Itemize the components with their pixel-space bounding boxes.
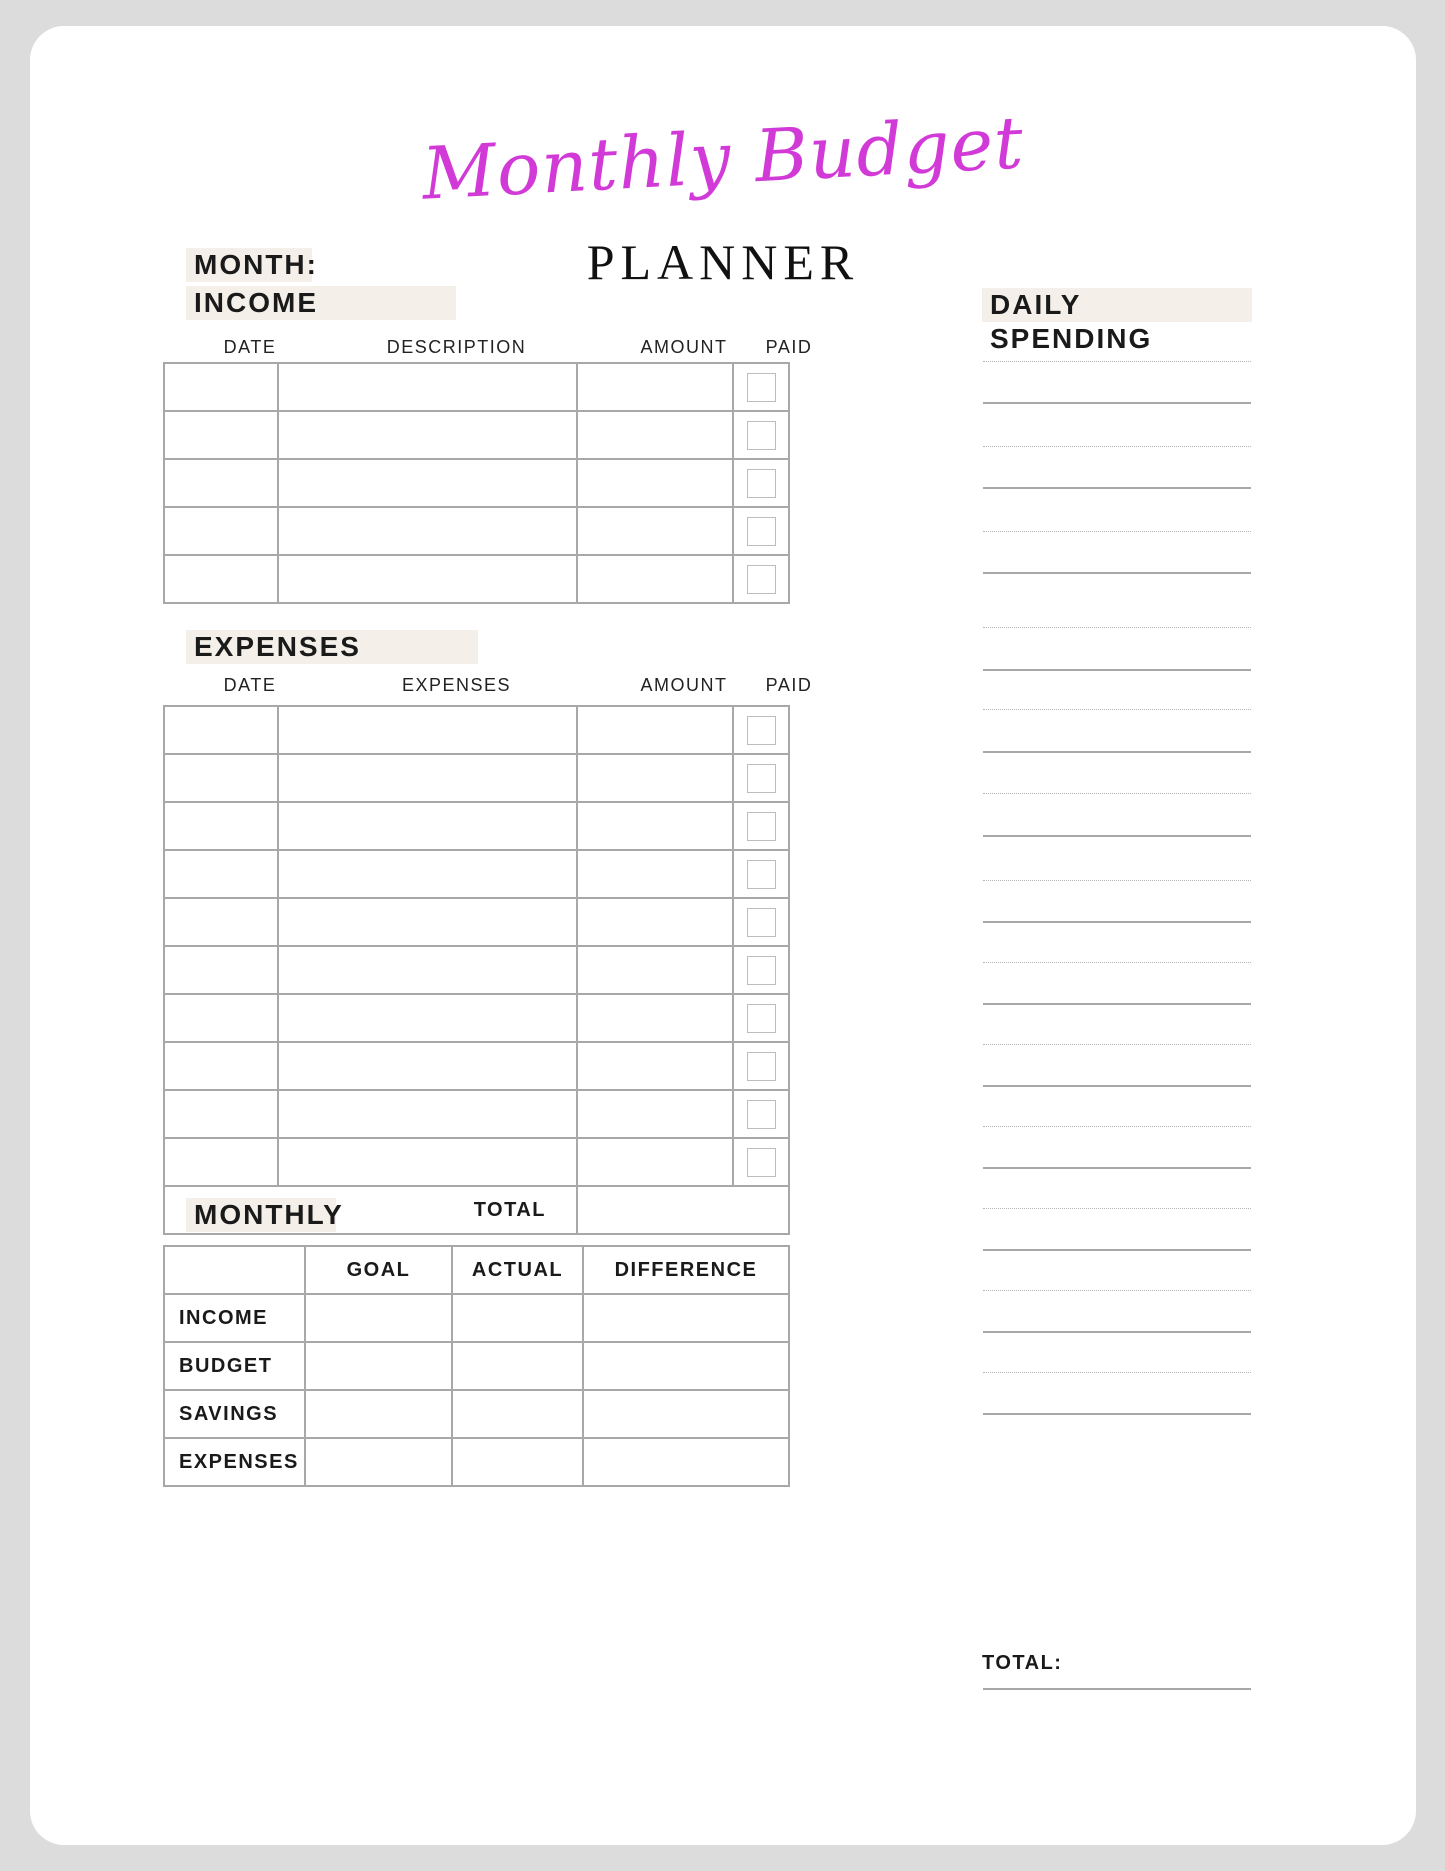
- income-amount-field[interactable]: [577, 507, 733, 555]
- expenses-amount-field[interactable]: [577, 850, 733, 898]
- monthly-difference-field[interactable]: [583, 1390, 789, 1438]
- expenses-description-field[interactable]: [278, 994, 577, 1042]
- expenses-col-amount: AMOUNT: [640, 675, 728, 695]
- expenses-col-date: DATE: [223, 675, 277, 695]
- daily-spending-dotted-line: [983, 1290, 1251, 1291]
- expenses-paid-cell: [733, 706, 789, 754]
- expenses-row: [164, 898, 789, 946]
- title-planner: PLANNER: [586, 234, 860, 290]
- expenses-paid-cell: [733, 754, 789, 802]
- expenses-row: [164, 802, 789, 850]
- daily-spending-entry-line[interactable]: [983, 1167, 1251, 1169]
- expenses-description-field[interactable]: [278, 754, 577, 802]
- expenses-date-field[interactable]: [164, 706, 278, 754]
- expenses-row: [164, 1090, 789, 1138]
- expenses-description-field[interactable]: [278, 1090, 577, 1138]
- daily-spending-dotted-line: [983, 446, 1251, 447]
- income-amount-field[interactable]: [577, 459, 733, 507]
- monthly-goal-field[interactable]: [305, 1438, 452, 1486]
- income-paid-cell: [733, 363, 789, 411]
- expenses-description-field[interactable]: [278, 1042, 577, 1090]
- expenses-amount-field[interactable]: [577, 1138, 733, 1186]
- expenses-paid-cell: [733, 1138, 789, 1186]
- expenses-date-field[interactable]: [164, 994, 278, 1042]
- daily-spending-dotted-line: [983, 1208, 1251, 1209]
- monthly-difference-field[interactable]: [583, 1342, 789, 1390]
- income-description-field[interactable]: [278, 411, 577, 459]
- expenses-col-expenses: EXPENSES: [401, 675, 512, 695]
- expenses-amount-field[interactable]: [577, 994, 733, 1042]
- monthly-actual-field[interactable]: [452, 1390, 583, 1438]
- monthly-row-label: BUDGET: [164, 1342, 305, 1390]
- paid-checkbox[interactable]: [747, 469, 776, 498]
- expenses-amount-field[interactable]: [577, 898, 733, 946]
- monthly-row-income: [164, 1294, 789, 1342]
- income-row: [164, 459, 789, 507]
- paid-checkbox[interactable]: [747, 1052, 776, 1081]
- daily-spending-dotted-line: [983, 1044, 1251, 1045]
- expenses-total-label: TOTAL: [164, 1186, 577, 1234]
- paid-checkbox[interactable]: [747, 1148, 776, 1177]
- monthly-actual-field[interactable]: [452, 1294, 583, 1342]
- planner-page: [30, 26, 1416, 1845]
- expenses-paid-cell: [733, 1042, 789, 1090]
- monthly-col-goal: GOAL: [305, 1246, 452, 1294]
- expenses-col-paid: PAID: [765, 675, 813, 695]
- paid-checkbox[interactable]: [747, 908, 776, 937]
- monthly-row-label: EXPENSES: [164, 1438, 305, 1486]
- expenses-paid-cell: [733, 1090, 789, 1138]
- paid-checkbox[interactable]: [747, 373, 776, 402]
- monthly-goal-field[interactable]: [305, 1294, 452, 1342]
- income-description-field[interactable]: [278, 363, 577, 411]
- paid-checkbox[interactable]: [747, 421, 776, 450]
- expenses-paid-cell: [733, 946, 789, 994]
- income-date-field[interactable]: [164, 555, 278, 603]
- monthly-row-expenses: [164, 1438, 789, 1486]
- expenses-paid-cell: [733, 898, 789, 946]
- expenses-paid-cell: [733, 850, 789, 898]
- daily-spending-dotted-line: [983, 361, 1251, 362]
- income-col-paid: PAID: [765, 337, 813, 357]
- expenses-row: [164, 706, 789, 754]
- expenses-amount-field[interactable]: [577, 1090, 733, 1138]
- expenses-amount-field[interactable]: [577, 706, 733, 754]
- expenses-description-field[interactable]: [278, 802, 577, 850]
- daily-spending-entry-line[interactable]: [983, 1003, 1251, 1005]
- paid-checkbox[interactable]: [747, 860, 776, 889]
- expenses-row: [164, 946, 789, 994]
- paid-checkbox[interactable]: [747, 764, 776, 793]
- income-paid-cell: [733, 459, 789, 507]
- monthly-row-label: INCOME: [164, 1294, 305, 1342]
- income-description-field[interactable]: [278, 507, 577, 555]
- monthly-actual-field[interactable]: [452, 1438, 583, 1486]
- income-description-field[interactable]: [278, 555, 577, 603]
- expenses-row: [164, 1138, 789, 1186]
- monthly-row-label: SAVINGS: [164, 1390, 305, 1438]
- income-paid-cell: [733, 507, 789, 555]
- expenses-paid-cell: [733, 802, 789, 850]
- daily-spending-entry-line[interactable]: [983, 751, 1251, 753]
- monthly-header-row: [164, 1246, 789, 1294]
- income-paid-cell: [733, 411, 789, 459]
- expenses-row: [164, 754, 789, 802]
- expenses-date-field[interactable]: [164, 1090, 278, 1138]
- paid-checkbox[interactable]: [747, 812, 776, 841]
- monthly-table: [163, 1245, 790, 1487]
- monthly-difference-field[interactable]: [583, 1294, 789, 1342]
- monthly-corner-cell: [164, 1246, 305, 1294]
- income-amount-field[interactable]: [577, 555, 733, 603]
- expenses-date-field[interactable]: [164, 850, 278, 898]
- daily-spending-dotted-line: [983, 709, 1251, 710]
- daily-spending-entry-line[interactable]: [983, 402, 1251, 404]
- monthly-goal-field[interactable]: [305, 1390, 452, 1438]
- daily-spending-dotted-line: [983, 962, 1251, 963]
- income-col-amount: AMOUNT: [640, 337, 728, 357]
- income-row: [164, 555, 789, 603]
- expenses-date-field[interactable]: [164, 946, 278, 994]
- paid-checkbox[interactable]: [747, 716, 776, 745]
- month-label: MONTH:: [186, 248, 312, 282]
- daily-spending-entry-line[interactable]: [983, 1085, 1251, 1087]
- expenses-table: [163, 705, 790, 1235]
- expenses-amount-field[interactable]: [577, 1042, 733, 1090]
- monthly-actual-field[interactable]: [452, 1342, 583, 1390]
- daily-spending-entry-line[interactable]: [983, 1331, 1251, 1333]
- income-row: [164, 363, 789, 411]
- daily-spending-heading: DAILY SPENDING: [982, 288, 1252, 322]
- income-col-description: DESCRIPTION: [386, 337, 527, 357]
- expenses-amount-field[interactable]: [577, 946, 733, 994]
- income-row: [164, 507, 789, 555]
- daily-spending-dotted-line: [983, 531, 1251, 532]
- expenses-heading: EXPENSES: [186, 630, 478, 664]
- expenses-amount-field[interactable]: [577, 802, 733, 850]
- income-date-field[interactable]: [164, 459, 278, 507]
- expenses-amount-field[interactable]: [577, 754, 733, 802]
- expenses-date-field[interactable]: [164, 1042, 278, 1090]
- daily-spending-entry-line[interactable]: [983, 572, 1251, 574]
- expenses-description-field[interactable]: [278, 946, 577, 994]
- daily-spending-entry-line[interactable]: [983, 669, 1251, 671]
- monthly-col-difference: DIFFERENCE: [583, 1246, 789, 1294]
- income-amount-field[interactable]: [577, 363, 733, 411]
- expenses-row: [164, 1042, 789, 1090]
- expenses-date-field[interactable]: [164, 802, 278, 850]
- expenses-total-field[interactable]: [577, 1186, 789, 1234]
- daily-spending-dotted-line: [983, 880, 1251, 881]
- expenses-date-field[interactable]: [164, 1138, 278, 1186]
- daily-spending-dotted-line: [983, 1126, 1251, 1127]
- daily-spending-total-line[interactable]: [983, 1688, 1251, 1690]
- title-script: Monthly Budget: [420, 100, 1026, 216]
- income-date-field[interactable]: [164, 411, 278, 459]
- daily-spending-total-label: TOTAL:: [982, 1652, 1063, 1674]
- expenses-description-field[interactable]: [278, 898, 577, 946]
- daily-spending-entry-line[interactable]: [983, 921, 1251, 923]
- income-description-field[interactable]: [278, 459, 577, 507]
- expenses-row: [164, 994, 789, 1042]
- monthly-difference-field[interactable]: [583, 1438, 789, 1486]
- expenses-paid-cell: [733, 994, 789, 1042]
- monthly-heading: MONTHLY: [186, 1198, 336, 1232]
- income-date-field[interactable]: [164, 507, 278, 555]
- income-paid-cell: [733, 555, 789, 603]
- daily-spending-dotted-line: [983, 627, 1251, 628]
- income-table: [163, 362, 790, 604]
- income-col-date: DATE: [223, 337, 277, 357]
- daily-spending-entry-line[interactable]: [983, 835, 1251, 837]
- paid-checkbox[interactable]: [747, 956, 776, 985]
- expenses-description-field[interactable]: [278, 850, 577, 898]
- expenses-date-field[interactable]: [164, 754, 278, 802]
- monthly-col-actual: ACTUAL: [452, 1246, 583, 1294]
- monthly-row-savings: [164, 1390, 789, 1438]
- daily-spending-dotted-line: [983, 1372, 1251, 1373]
- daily-spending-entry-line[interactable]: [983, 1413, 1251, 1415]
- paid-checkbox[interactable]: [747, 1100, 776, 1129]
- daily-spending-dotted-line: [983, 793, 1251, 794]
- expenses-description-field[interactable]: [278, 706, 577, 754]
- paid-checkbox[interactable]: [747, 1004, 776, 1033]
- expenses-description-field[interactable]: [278, 1138, 577, 1186]
- monthly-goal-field[interactable]: [305, 1342, 452, 1390]
- income-row: [164, 411, 789, 459]
- income-heading: INCOME: [186, 286, 456, 320]
- daily-spending-entry-line[interactable]: [983, 487, 1251, 489]
- expenses-date-field[interactable]: [164, 898, 278, 946]
- income-date-field[interactable]: [164, 363, 278, 411]
- monthly-row-budget: [164, 1342, 789, 1390]
- expenses-row: [164, 850, 789, 898]
- paid-checkbox[interactable]: [747, 565, 776, 594]
- income-amount-field[interactable]: [577, 411, 733, 459]
- daily-spending-entry-line[interactable]: [983, 1249, 1251, 1251]
- paid-checkbox[interactable]: [747, 517, 776, 546]
